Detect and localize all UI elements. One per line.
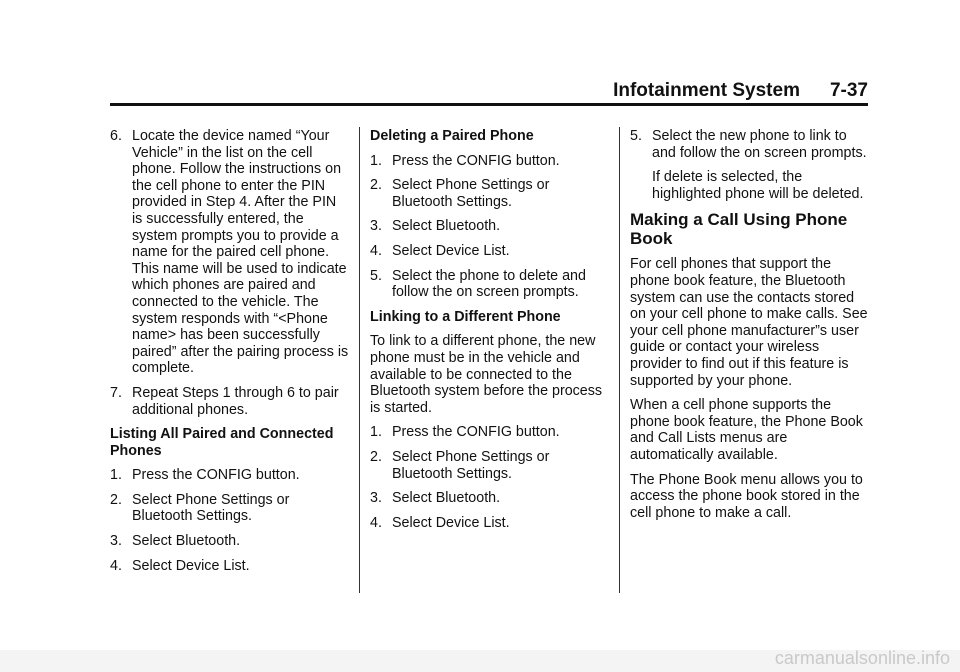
column-divider <box>359 127 360 593</box>
section-heading: Making a Call Using Phone Book <box>630 210 848 249</box>
list-item: 1. Press the CONFIG button. <box>370 152 560 169</box>
paragraph: For cell phones that support the phone book feature, the Bluetooth system can use the contacts stored on your cell phone to make calls. See your cell phone manufacturer”s user guide or contact your wireless provider to find out if this feature is supported by your phone. <box>630 256 868 389</box>
note: If delete is selected, the highlighted phone will be deleted. <box>652 169 864 202</box>
list-item: 2. Select Phone Settings or Bluetooth Settings. <box>370 448 550 482</box>
list-item: 5. Select the new phone to link to and follow the on screen prompts. <box>630 128 867 161</box>
list-item: 1. Press the CONFIG button. <box>370 424 560 441</box>
list-item: 3. Select Bluetooth. <box>370 490 501 507</box>
paragraph: To link to a different phone, the new phone must be in the vehicle and available to be connected to the Bluetooth system before the process is started. <box>370 333 603 416</box>
list-item: 4. Select Device List. <box>370 514 510 531</box>
list-item: 3. Select Bluetooth. <box>370 218 501 235</box>
column-1 <box>110 128 350 582</box>
footer-bar <box>0 650 960 672</box>
subheading: Deleting a Paired Phone <box>370 128 534 144</box>
page-number: 7-37 <box>829 80 868 101</box>
paragraph: When a cell phone supports the phone book feature, the Phone Book and Call Lists menus are automatically available. <box>630 397 863 463</box>
watermark: carmanualsonline.info <box>774 648 950 668</box>
subheading: Linking to a Different Phone <box>370 308 561 325</box>
column-divider <box>619 127 620 593</box>
list-item: 4. Select Device List. <box>370 242 510 259</box>
list-item: 6. Locate the device named “Your Vehicle” in the list on the cell phone. Follow the instructions on the cell phone to enter the PIN provided in Step 4. After the PIN is successfully entered, the system prompts you to provide a name for the paired cell phone. This name will be used to indicate which phones are paired and connected to the vehicle. The system responds with “<Phone name> has been successfully paired” after the pairing process is complete. <box>110 128 349 377</box>
section-title: Infotainment System <box>613 80 800 101</box>
column-3 <box>630 128 870 529</box>
page-header <box>110 80 868 104</box>
list-item: 1. Press the CONFIG button. <box>110 467 300 484</box>
subheading: Listing All Paired and Connected Phones <box>110 426 334 459</box>
list-item: 7. Repeat Steps 1 through 6 to pair additional phones. <box>110 384 339 418</box>
list-item: 5. Select the phone to delete and follow the on screen prompts. <box>370 267 586 301</box>
list-item: 2. Select Phone Settings or Bluetooth Settings. <box>370 177 550 210</box>
list-item: 2. Select Phone Settings or Bluetooth Settings. <box>110 491 290 525</box>
column-2 <box>370 128 610 539</box>
header-rule <box>110 103 868 106</box>
list-item: 3. Select Bluetooth. <box>110 533 241 550</box>
list-item: 4. Select Device List. <box>110 557 250 574</box>
paragraph: The Phone Book menu allows you to access the phone book stored in the cell phone to make a call. <box>630 471 863 521</box>
